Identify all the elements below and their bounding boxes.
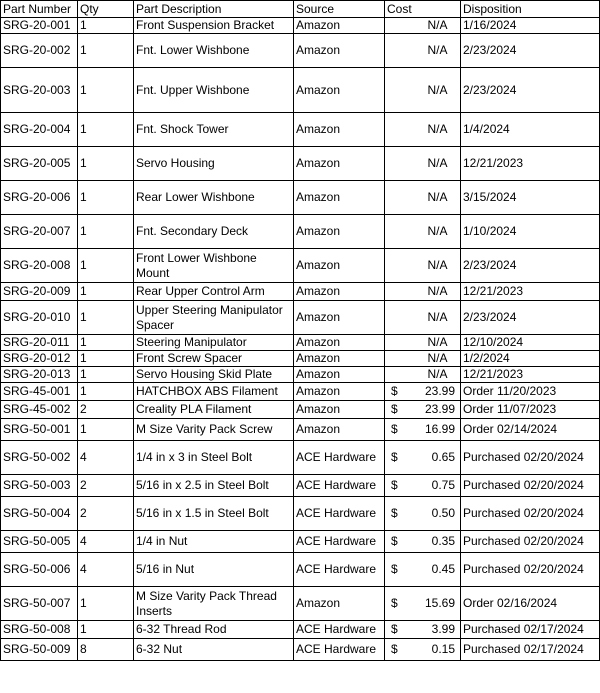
source-cell: ACE Hardware [294,497,385,531]
source-cell: ACE Hardware [294,553,385,587]
cost-amount: N/A [427,224,448,238]
cost-amount: N/A [427,258,448,272]
part-number-cell: SRG-20-005 [1,147,78,181]
source-cell: ACE Hardware [294,621,385,639]
description-cell: Fnt. Shock Tower [134,113,294,147]
disposition-cell: 1/10/2024 [461,215,600,249]
source-cell: Amazon [294,34,385,68]
part-number-cell: SRG-50-002 [1,441,78,475]
table-row [1,113,600,147]
table-row [1,181,600,215]
part-number-cell: SRG-20-003 [1,68,78,113]
table-row [1,497,600,531]
qty-cell: 1 [78,147,134,181]
cost-amount: N/A [427,122,448,136]
part-number-cell: SRG-20-013 [1,367,78,383]
currency-symbol: $ [391,534,398,548]
disposition-cell: 1/16/2024 [461,18,600,34]
cost-amount: 0.50 [431,506,455,520]
disposition-cell: Order 02/14/2024 [461,419,600,441]
part-number-cell: SRG-50-004 [1,497,78,531]
cost-cell [385,113,461,147]
cost-cell [385,553,461,587]
cost-amount: N/A [427,82,448,97]
description-cell: 5/16 in Nut [134,553,294,587]
part-number-cell: SRG-20-011 [1,335,78,351]
table-row [1,34,600,68]
disposition-cell: Purchased 02/20/2024 [461,475,600,497]
cost-cell [385,249,461,283]
part-number-cell: SRG-20-007 [1,215,78,249]
description-cell: Fnt. Upper Wishbone [134,68,294,113]
description-cell: 5/16 in x 1.5 in Steel Bolt [134,497,294,531]
qty-cell: 1 [78,249,134,283]
qty-cell: 1 [78,113,134,147]
cost-cell [385,68,461,113]
qty-cell: 1 [78,621,134,639]
description-cell: Fnt. Secondary Deck [134,215,294,249]
table-row [1,68,600,113]
description-cell: M Size Varity Pack Screw [134,419,294,441]
description-cell: Creality PLA Filament [134,401,294,419]
description-cell: Rear Lower Wishbone [134,181,294,215]
part-number-cell: SRG-50-009 [1,639,78,661]
description-cell: 1/4 in Nut [134,531,294,553]
source-cell: Amazon [294,18,385,34]
disposition-cell: 2/23/2024 [461,68,600,113]
cost-amount: N/A [427,351,448,365]
cost-cell [385,367,461,383]
description-cell: Fnt. Lower Wishbone [134,34,294,68]
source-cell: ACE Hardware [294,475,385,497]
cost-cell [385,401,461,419]
qty-cell: 2 [78,401,134,419]
source-cell: Amazon [294,367,385,383]
part-number-cell: SRG-50-005 [1,531,78,553]
cost-cell [385,383,461,401]
cost-cell [385,18,461,34]
source-cell: Amazon [294,215,385,249]
currency-symbol: $ [391,478,398,492]
part-number-cell: SRG-20-001 [1,18,78,34]
cost-cell [385,419,461,441]
source-cell: Amazon [294,401,385,419]
table-row [1,531,600,553]
currency-symbol: $ [391,562,398,576]
part-number-cell: SRG-50-003 [1,475,78,497]
part-number-cell: SRG-20-006 [1,181,78,215]
source-cell: ACE Hardware [294,531,385,553]
table-row [1,147,600,181]
currency-symbol: $ [391,402,398,416]
part-number-cell: SRG-45-001 [1,383,78,401]
cost-cell [385,34,461,68]
table-row [1,215,600,249]
description-cell: 5/16 in x 2.5 in Steel Bolt [134,475,294,497]
table-row [1,301,600,335]
table-row [1,401,600,419]
currency-symbol: $ [391,506,398,520]
qty-cell: 4 [78,441,134,475]
description-cell: Steering Manipulator [134,335,294,351]
cost-amount: N/A [427,367,448,381]
description-cell: Front Lower Wishbone Mount [134,249,294,283]
cost-amount: N/A [427,335,448,349]
header-qty: Qty [78,1,134,18]
cost-cell [385,283,461,301]
currency-symbol: $ [391,642,398,656]
description-cell: Front Screw Spacer [134,351,294,367]
cost-amount: 0.45 [431,562,455,576]
part-number-cell: SRG-20-009 [1,283,78,301]
disposition-cell: Order 11/07/2023 [461,401,600,419]
qty-cell: 2 [78,475,134,497]
part-number-cell: SRG-50-007 [1,587,78,621]
source-cell: ACE Hardware [294,441,385,475]
table-row [1,249,600,283]
disposition-cell: Order 11/20/2023 [461,383,600,401]
source-cell: ACE Hardware [294,639,385,661]
disposition-cell: Purchased 02/17/2024 [461,621,600,639]
cost-cell [385,621,461,639]
cost-amount: 3.99 [431,622,455,636]
header-part-description: Part Description [134,1,294,18]
cost-amount: 0.35 [431,534,455,548]
source-cell: Amazon [294,301,385,335]
description-cell: 1/4 in x 3 in Steel Bolt [134,441,294,475]
source-cell: Amazon [294,383,385,401]
qty-cell: 1 [78,335,134,351]
description-cell: Front Suspension Bracket [134,18,294,34]
qty-cell: 1 [78,283,134,301]
cost-amount: N/A [427,284,448,298]
qty-cell: 1 [78,301,134,335]
header-part-number: Part Number [1,1,78,18]
description-cell: Upper Steering Manipulator Spacer [134,301,294,335]
table-row [1,18,600,34]
cost-cell [385,497,461,531]
disposition-cell: 12/21/2023 [461,147,600,181]
disposition-cell: Purchased 02/20/2024 [461,553,600,587]
qty-cell: 1 [78,367,134,383]
disposition-cell: Order 02/16/2024 [461,587,600,621]
currency-symbol: $ [391,450,398,464]
part-number-cell: SRG-50-008 [1,621,78,639]
qty-cell: 1 [78,587,134,621]
disposition-cell: Purchased 02/20/2024 [461,531,600,553]
table-row [1,351,600,367]
qty-cell: 1 [78,351,134,367]
cost-amount: 16.99 [424,422,455,436]
source-cell: Amazon [294,68,385,113]
disposition-cell: 1/4/2024 [461,113,600,147]
currency-symbol: $ [391,622,398,636]
cost-cell [385,301,461,335]
qty-cell: 1 [78,18,134,34]
table-row [1,553,600,587]
cost-amount: N/A [427,43,448,57]
cost-amount: N/A [427,156,448,170]
qty-cell: 4 [78,553,134,587]
currency-symbol: $ [391,596,398,610]
description-cell: M Size Varity Pack Thread Inserts [134,587,294,621]
source-cell: Amazon [294,335,385,351]
source-cell: Amazon [294,249,385,283]
part-number-cell: SRG-20-012 [1,351,78,367]
cost-cell [385,441,461,475]
qty-cell: 1 [78,419,134,441]
cost-amount: 23.99 [424,384,455,398]
table-row [1,475,600,497]
cost-amount: N/A [427,18,448,32]
disposition-cell: 12/10/2024 [461,335,600,351]
qty-cell: 1 [78,383,134,401]
qty-cell: 1 [78,34,134,68]
table-row [1,441,600,475]
table-row [1,419,600,441]
cost-cell [385,587,461,621]
disposition-cell: 2/23/2024 [461,34,600,68]
description-cell: Rear Upper Control Arm [134,283,294,301]
cost-cell [385,181,461,215]
qty-cell: 1 [78,181,134,215]
table-row [1,283,600,301]
cost-amount: 0.15 [431,642,455,656]
part-number-cell: SRG-20-004 [1,113,78,147]
cost-amount: N/A [427,310,448,324]
table-row [1,587,600,621]
part-number-cell: SRG-20-010 [1,301,78,335]
disposition-cell: 3/15/2024 [461,181,600,215]
source-cell: Amazon [294,587,385,621]
table-row [1,383,600,401]
table-row [1,639,600,661]
currency-symbol: $ [391,422,398,436]
disposition-cell: 1/2/2024 [461,351,600,367]
description-cell: 6-32 Thread Rod [134,621,294,639]
cost-cell [385,335,461,351]
cost-amount: N/A [427,190,448,204]
description-cell: Servo Housing [134,147,294,181]
part-number-cell: SRG-20-008 [1,249,78,283]
qty-cell: 8 [78,639,134,661]
source-cell: Amazon [294,147,385,181]
cost-amount: 0.75 [431,478,455,492]
qty-cell: 2 [78,497,134,531]
header-disposition: Disposition [461,1,600,18]
source-cell: Amazon [294,419,385,441]
table-row [1,367,600,383]
cost-amount: 15.69 [424,596,455,610]
part-number-cell: SRG-50-001 [1,419,78,441]
disposition-cell: Purchased 02/20/2024 [461,441,600,475]
qty-cell: 1 [78,215,134,249]
disposition-cell: 12/21/2023 [461,283,600,301]
cost-cell [385,351,461,367]
cost-cell [385,639,461,661]
description-cell: 6-32 Nut [134,639,294,661]
source-cell: Amazon [294,283,385,301]
cost-cell [385,215,461,249]
cost-amount: 23.99 [424,402,455,416]
header-source: Source [294,1,385,18]
cost-cell [385,147,461,181]
cost-cell [385,531,461,553]
qty-cell: 4 [78,531,134,553]
header-cost: Cost [385,1,461,18]
part-number-cell: SRG-50-006 [1,553,78,587]
header-row [1,1,600,18]
disposition-cell: 2/23/2024 [461,301,600,335]
table-row [1,335,600,351]
source-cell: Amazon [294,181,385,215]
disposition-cell: Purchased 02/20/2024 [461,497,600,531]
disposition-cell: 12/21/2023 [461,367,600,383]
source-cell: Amazon [294,351,385,367]
source-cell: Amazon [294,113,385,147]
disposition-cell: Purchased 02/17/2024 [461,639,600,661]
description-cell: Servo Housing Skid Plate [134,367,294,383]
currency-symbol: $ [391,384,398,398]
part-number-cell: SRG-20-002 [1,34,78,68]
cost-amount: 0.65 [431,450,455,464]
cost-cell [385,475,461,497]
part-number-cell: SRG-45-002 [1,401,78,419]
description-cell: HATCHBOX ABS Filament [134,383,294,401]
qty-cell: 1 [78,68,134,113]
disposition-cell: 2/23/2024 [461,249,600,283]
table-row [1,621,600,639]
